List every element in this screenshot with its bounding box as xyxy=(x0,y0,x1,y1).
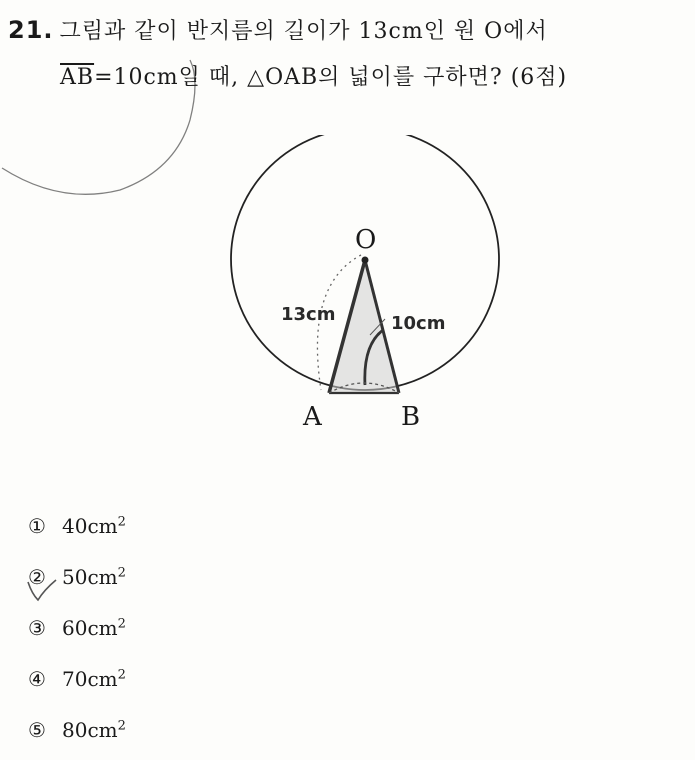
option-3[interactable]: ③ $60cm^2$ xyxy=(28,604,126,655)
circle-figure xyxy=(225,135,515,435)
option-marker: ① xyxy=(28,513,46,538)
answer-options xyxy=(28,502,126,757)
label-13cm: 13cm xyxy=(281,304,336,325)
segment-ab: $\overline{AB}$ xyxy=(60,65,95,90)
option-2[interactable]: ② $50cm^2$ xyxy=(28,553,126,604)
option-4[interactable]: ④ $70cm^2$ xyxy=(28,655,126,706)
option-5[interactable]: ⑤ $80cm^2$ xyxy=(28,706,126,757)
label-b: B xyxy=(401,402,421,432)
center-point xyxy=(362,257,369,264)
option-marker: ⑤ xyxy=(28,717,46,742)
question-number: 21. xyxy=(8,16,54,44)
question-text-1: 그림과 같이 반지름의 길이가 13cm인 원 O에서 xyxy=(59,19,548,44)
question-text-2: =10cm일 때, △OAB의 넓이를 구하면? (6점) xyxy=(94,65,568,90)
label-10cm: 10cm xyxy=(391,313,446,334)
question-line-2 xyxy=(60,60,567,91)
option-marker: ② xyxy=(28,564,46,589)
option-1[interactable]: ① $40cm^2$ xyxy=(28,502,126,553)
option-marker: ④ xyxy=(28,666,46,691)
label-a: A xyxy=(303,402,322,432)
question-line-1 xyxy=(8,14,548,45)
option-marker: ③ xyxy=(28,615,46,640)
pencil-check-icon xyxy=(22,578,62,628)
label-o: O xyxy=(355,225,377,255)
